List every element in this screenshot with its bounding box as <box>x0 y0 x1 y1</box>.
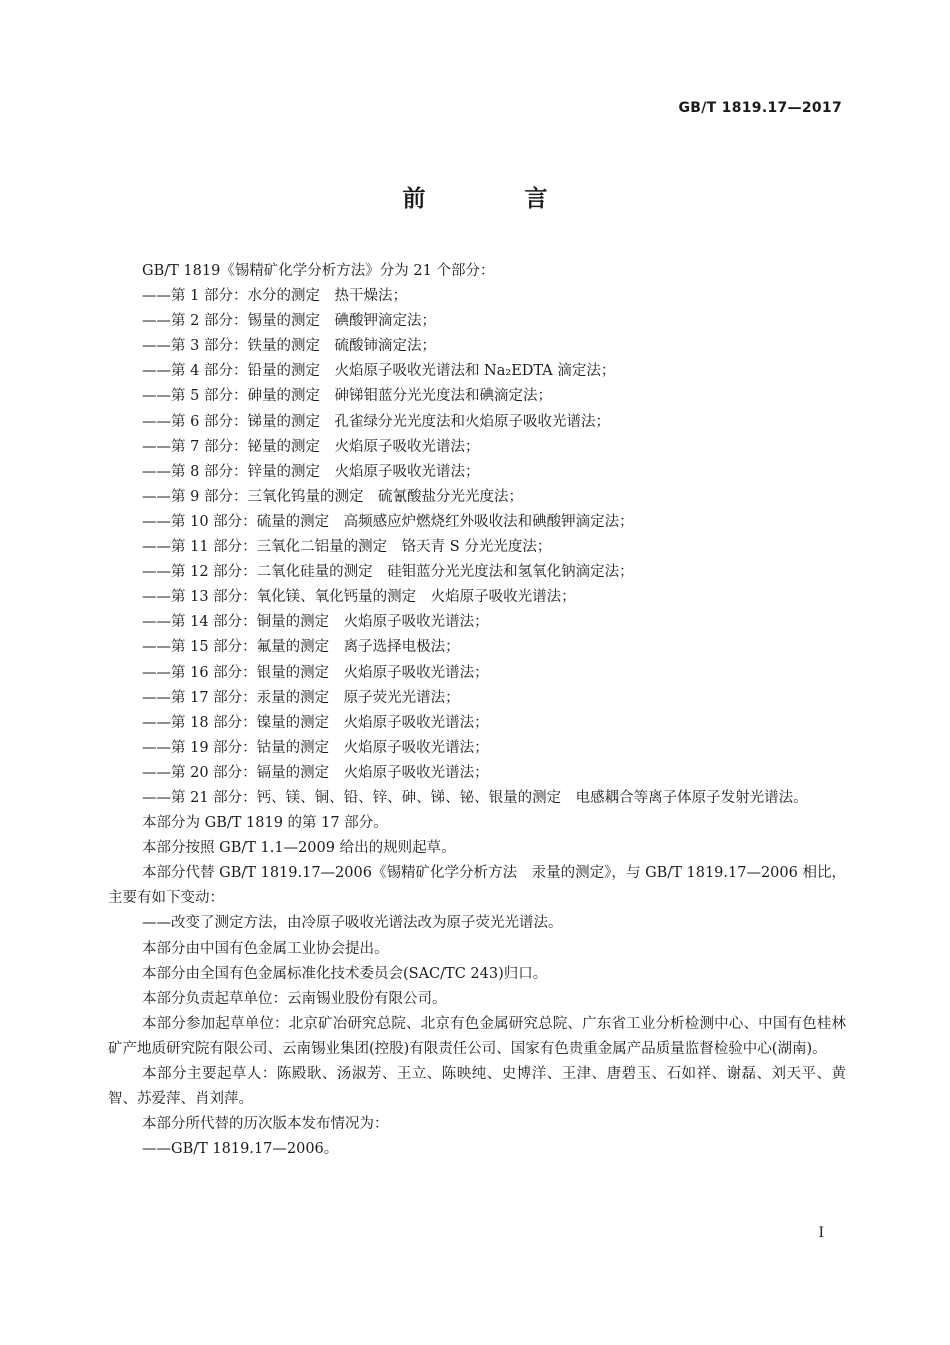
version-item: ——GB/T 1819.17—2006。 <box>142 1141 339 1158</box>
foreword-body <box>108 259 846 1162</box>
paragraph-committee: 本部分由全国有色金属标准化技术委员会(SAC/TC 243)归口。 <box>142 965 548 982</box>
paragraph-drafting-rules: 本部分按照 GB/T 1.1—2009 给出的规则起草。 <box>142 840 456 857</box>
paragraph-proposer: 本部分由中国有色金属工业协会提出。 <box>142 940 389 957</box>
list-item: ——第 4 部分：铅量的测定 火焰原子吸收光谱法和 Na₂EDTA 滴定法； <box>142 363 616 380</box>
list-item: ——第 16 部分：银量的测定 火焰原子吸收光谱法； <box>142 664 489 681</box>
page-number: I <box>818 1225 824 1241</box>
list-item: ——第 10 部分：硫量的测定 高频感应炉燃烧红外吸收法和碘酸钾滴定法； <box>142 513 634 530</box>
paragraph-main-drafters: 本部分主要起草人：陈殿耿、汤淑芳、王立、陈映纯、史博洋、王津、唐碧玉、石如祥、谢磊、刘天平、黄智、苏爱萍、肖刘萍。 <box>108 1066 846 1108</box>
list-item: ——第 12 部分：二氧化硅量的测定 硅钼蓝分光光度法和氢氧化钠滴定法； <box>142 564 634 581</box>
list-item: ——第 20 部分：镉量的测定 火焰原子吸收光谱法； <box>142 764 489 781</box>
list-item: ——第 1 部分：水分的测定 热干燥法； <box>142 288 407 305</box>
paragraph-part-number: 本部分为 GB/T 1819 的第 17 部分。 <box>142 815 388 832</box>
list-item: ——第 19 部分：钴量的测定 火焰原子吸收光谱法； <box>142 739 489 756</box>
standard-code: GB/T 1819.17—2017 <box>678 100 842 116</box>
list-item: ——第 18 部分：镍量的测定 火焰原子吸收光谱法； <box>142 714 489 731</box>
intro-line: GB/T 1819《锡精矿化学分析方法》分为 21 个部分： <box>142 263 495 279</box>
list-item: ——第 13 部分：氧化镁、氧化钙量的测定 火焰原子吸收光谱法； <box>142 589 576 606</box>
list-item: ——第 15 部分：氟量的测定 离子选择电极法； <box>142 639 460 656</box>
list-item: ——第 11 部分：三氧化二铝量的测定 铬天青 S 分光光度法； <box>142 539 552 556</box>
paragraph-participating-units: 本部分参加起草单位：北京矿冶研究总院、北京有色金属研究总院、广东省工业分析检测中心、中国有色桂林矿产地质研究院有限公司、云南锡业集团(控股)有限责任公司、国家有色贵重金属产品质量监督检验中心(湖南)。 <box>108 1015 846 1057</box>
list-item: ——第 21 部分：钙、镁、铜、铅、锌、砷、锑、铋、银量的测定 电感耦合等离子体原子发射光谱法。 <box>142 789 808 806</box>
list-item: ——第 9 部分：三氧化钨量的测定 硫氰酸盐分光光度法； <box>142 488 523 505</box>
list-item: ——第 3 部分：铁量的测定 硫酸铈滴定法； <box>142 338 436 355</box>
paragraph-version-history: 本部分所代替的历次版本发布情况为： <box>142 1116 389 1133</box>
list-item: ——第 2 部分：锡量的测定 碘酸钾滴定法； <box>142 313 436 330</box>
page-title: 前 言 <box>402 186 586 212</box>
list-item: ——第 8 部分：锌量的测定 火焰原子吸收光谱法； <box>142 463 480 480</box>
parts-list <box>108 284 846 811</box>
list-item: ——第 17 部分：汞量的测定 原子荧光光谱法； <box>142 689 460 706</box>
list-item: ——第 7 部分：铋量的测定 火焰原子吸收光谱法； <box>142 438 480 455</box>
paragraph-lead-drafter: 本部分负责起草单位：云南锡业股份有限公司。 <box>142 990 447 1007</box>
list-item: ——第 5 部分：砷量的测定 砷锑钼蓝分光光度法和碘滴定法； <box>142 388 552 405</box>
change-item: ——改变了测定方法，由冷原子吸收光谱法改为原子荧光光谱法。 <box>142 915 563 932</box>
list-item: ——第 14 部分：铜量的测定 火焰原子吸收光谱法； <box>142 614 489 631</box>
list-item: ——第 6 部分：锑量的测定 孔雀绿分光光度法和火焰原子吸收光谱法； <box>142 413 610 430</box>
paragraph-replacement: 本部分代替 GB/T 1819.17—2006《锡精矿化学分析方法 汞量的测定》，与 GB/T 1819.17—2006 相比，主要有如下变动： <box>108 865 846 907</box>
